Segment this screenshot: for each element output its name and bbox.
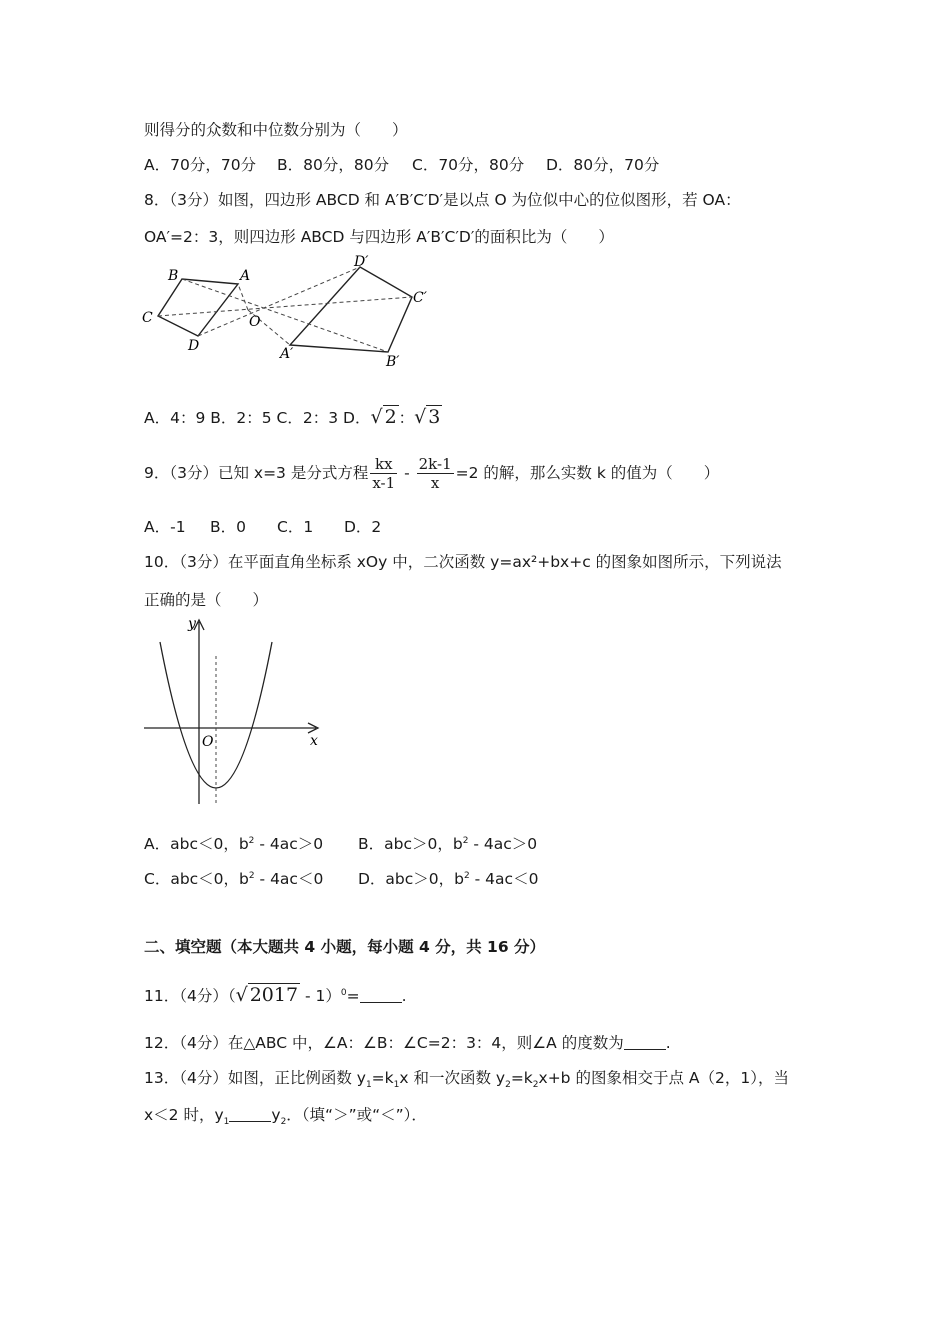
q13-stem-line2: x＜2 时，$y_1$ $y_2$．（填“＞”或“＜”）． xyxy=(144,1106,427,1128)
q11-prefix: 11．（4分）（ xyxy=(144,987,236,1005)
q8-options-abc: A．4：9 B．2：5 C．2：3 D． xyxy=(144,409,371,427)
label-a-prime: A′ xyxy=(280,346,294,362)
label-a: A xyxy=(240,268,251,284)
q10-option-a: A．abc＜0，$b^2 - 4ac>0$ xyxy=(144,835,324,853)
q8-homothety-figure xyxy=(136,250,446,370)
q11-equals: = xyxy=(346,987,360,1005)
ray-od xyxy=(198,267,360,336)
quad-a2b2c2d2 xyxy=(290,267,412,352)
q10-parabola-figure xyxy=(140,612,330,808)
q9-option-b: B．0 xyxy=(210,518,246,536)
q11-exponent: 0 xyxy=(340,987,347,998)
label-d: D xyxy=(188,338,200,354)
sqrt-2017: √ 2017 xyxy=(235,984,299,1006)
q9-stem xyxy=(144,455,719,492)
q7-stem-tail: 则得分的众数和中位数分别为（ ） xyxy=(144,121,408,139)
label-b-prime: B′ xyxy=(386,354,400,370)
q9-minus: - xyxy=(399,464,415,482)
q13-stem-line1: 13．（4分）如图，正比例函数 $y_1=k_1x$ 和一次函数 $y_2=k_2x+b$ 的图象相交于点 A（2，1），当 xyxy=(144,1069,789,1091)
label-origin: O xyxy=(202,734,214,750)
q7-option-d: D．80分，70分 xyxy=(546,156,660,174)
q9-prefix: 9．（3分）已知 x=3 是分式方程 xyxy=(144,464,369,482)
q10-stem-line2: 正确的是（ ） xyxy=(144,591,269,609)
q11-minus-one: - 1） xyxy=(300,987,341,1005)
q9-fraction-2: $\frac{2k-1}{x}$ xyxy=(418,455,452,492)
section-heading: 二、填空题（本大题共 4 小题，每小题 4 分，共 16 分） xyxy=(144,938,546,956)
label-o: O xyxy=(249,314,261,330)
q8-option-d-sep: ： xyxy=(398,409,415,427)
q12-answer-blank[interactable] xyxy=(624,1035,666,1050)
q7-option-c: C．70分，80分 xyxy=(412,156,525,174)
q9-fraction-1: $\frac{kx}{x-1}$ xyxy=(372,455,396,492)
sqrt-3: √ 3 xyxy=(414,406,441,428)
q13-answer-blank[interactable] xyxy=(229,1107,271,1122)
q10-stem-line1: 10．（3分）在平面直角坐标系 xOy 中，二次函数 y=ax²+bx+c 的图象如图所示，下列说法 xyxy=(144,553,782,571)
label-x: x xyxy=(310,733,318,749)
sqrt-2: √ 2 xyxy=(370,406,397,428)
q12-text: 12．（4分）在△ABC 中，∠A：∠B：∠C=2：3：4，则∠A 的度数为 xyxy=(144,1034,624,1052)
q9-option-c: C．1 xyxy=(277,518,314,536)
q10-option-c: C．abc＜0，$b^2 - 4ac<0$ xyxy=(144,870,324,888)
q7-option-a: A．70分，70分 xyxy=(144,156,257,174)
q12-stem xyxy=(144,1031,671,1053)
q9-suffix: =2 的解，那么实数 k 的值为（ ） xyxy=(455,464,720,482)
ray-oa xyxy=(238,284,248,310)
label-y: y xyxy=(188,616,196,632)
q12-end: . xyxy=(665,1034,671,1052)
q10-option-d: D．abc＞0，$b^2 - 4ac<0$ xyxy=(358,870,539,888)
label-d-prime: D′ xyxy=(354,254,369,270)
q8-stem-line1: 8．（3分）如图，四边形 ABCD 和 A′B′C′D′是以点 O 为位似中心的位似图形，若 OA： xyxy=(144,191,741,209)
q7-option-b: B．80分，80分 xyxy=(277,156,390,174)
q8-stem-line2: OA′=2：3，则四边形 ABCD 与四边形 A′B′C′D′的面积比为（ ） xyxy=(144,228,614,246)
ray-oc xyxy=(158,297,412,316)
label-c: C xyxy=(142,310,153,326)
quad-abcd xyxy=(158,279,238,336)
label-b: B xyxy=(168,268,179,284)
q11-end: . xyxy=(401,987,407,1005)
q9-option-d: D．2 xyxy=(344,518,382,536)
label-c-prime: C′ xyxy=(413,290,427,306)
q10-option-b: B．abc＞0，$b^2 - 4ac>0$ xyxy=(358,835,538,853)
q11-stem xyxy=(144,984,407,1006)
q11-answer-blank[interactable] xyxy=(360,988,402,1003)
q9-option-a: A．-1 xyxy=(144,518,186,536)
q8-options xyxy=(144,406,442,428)
